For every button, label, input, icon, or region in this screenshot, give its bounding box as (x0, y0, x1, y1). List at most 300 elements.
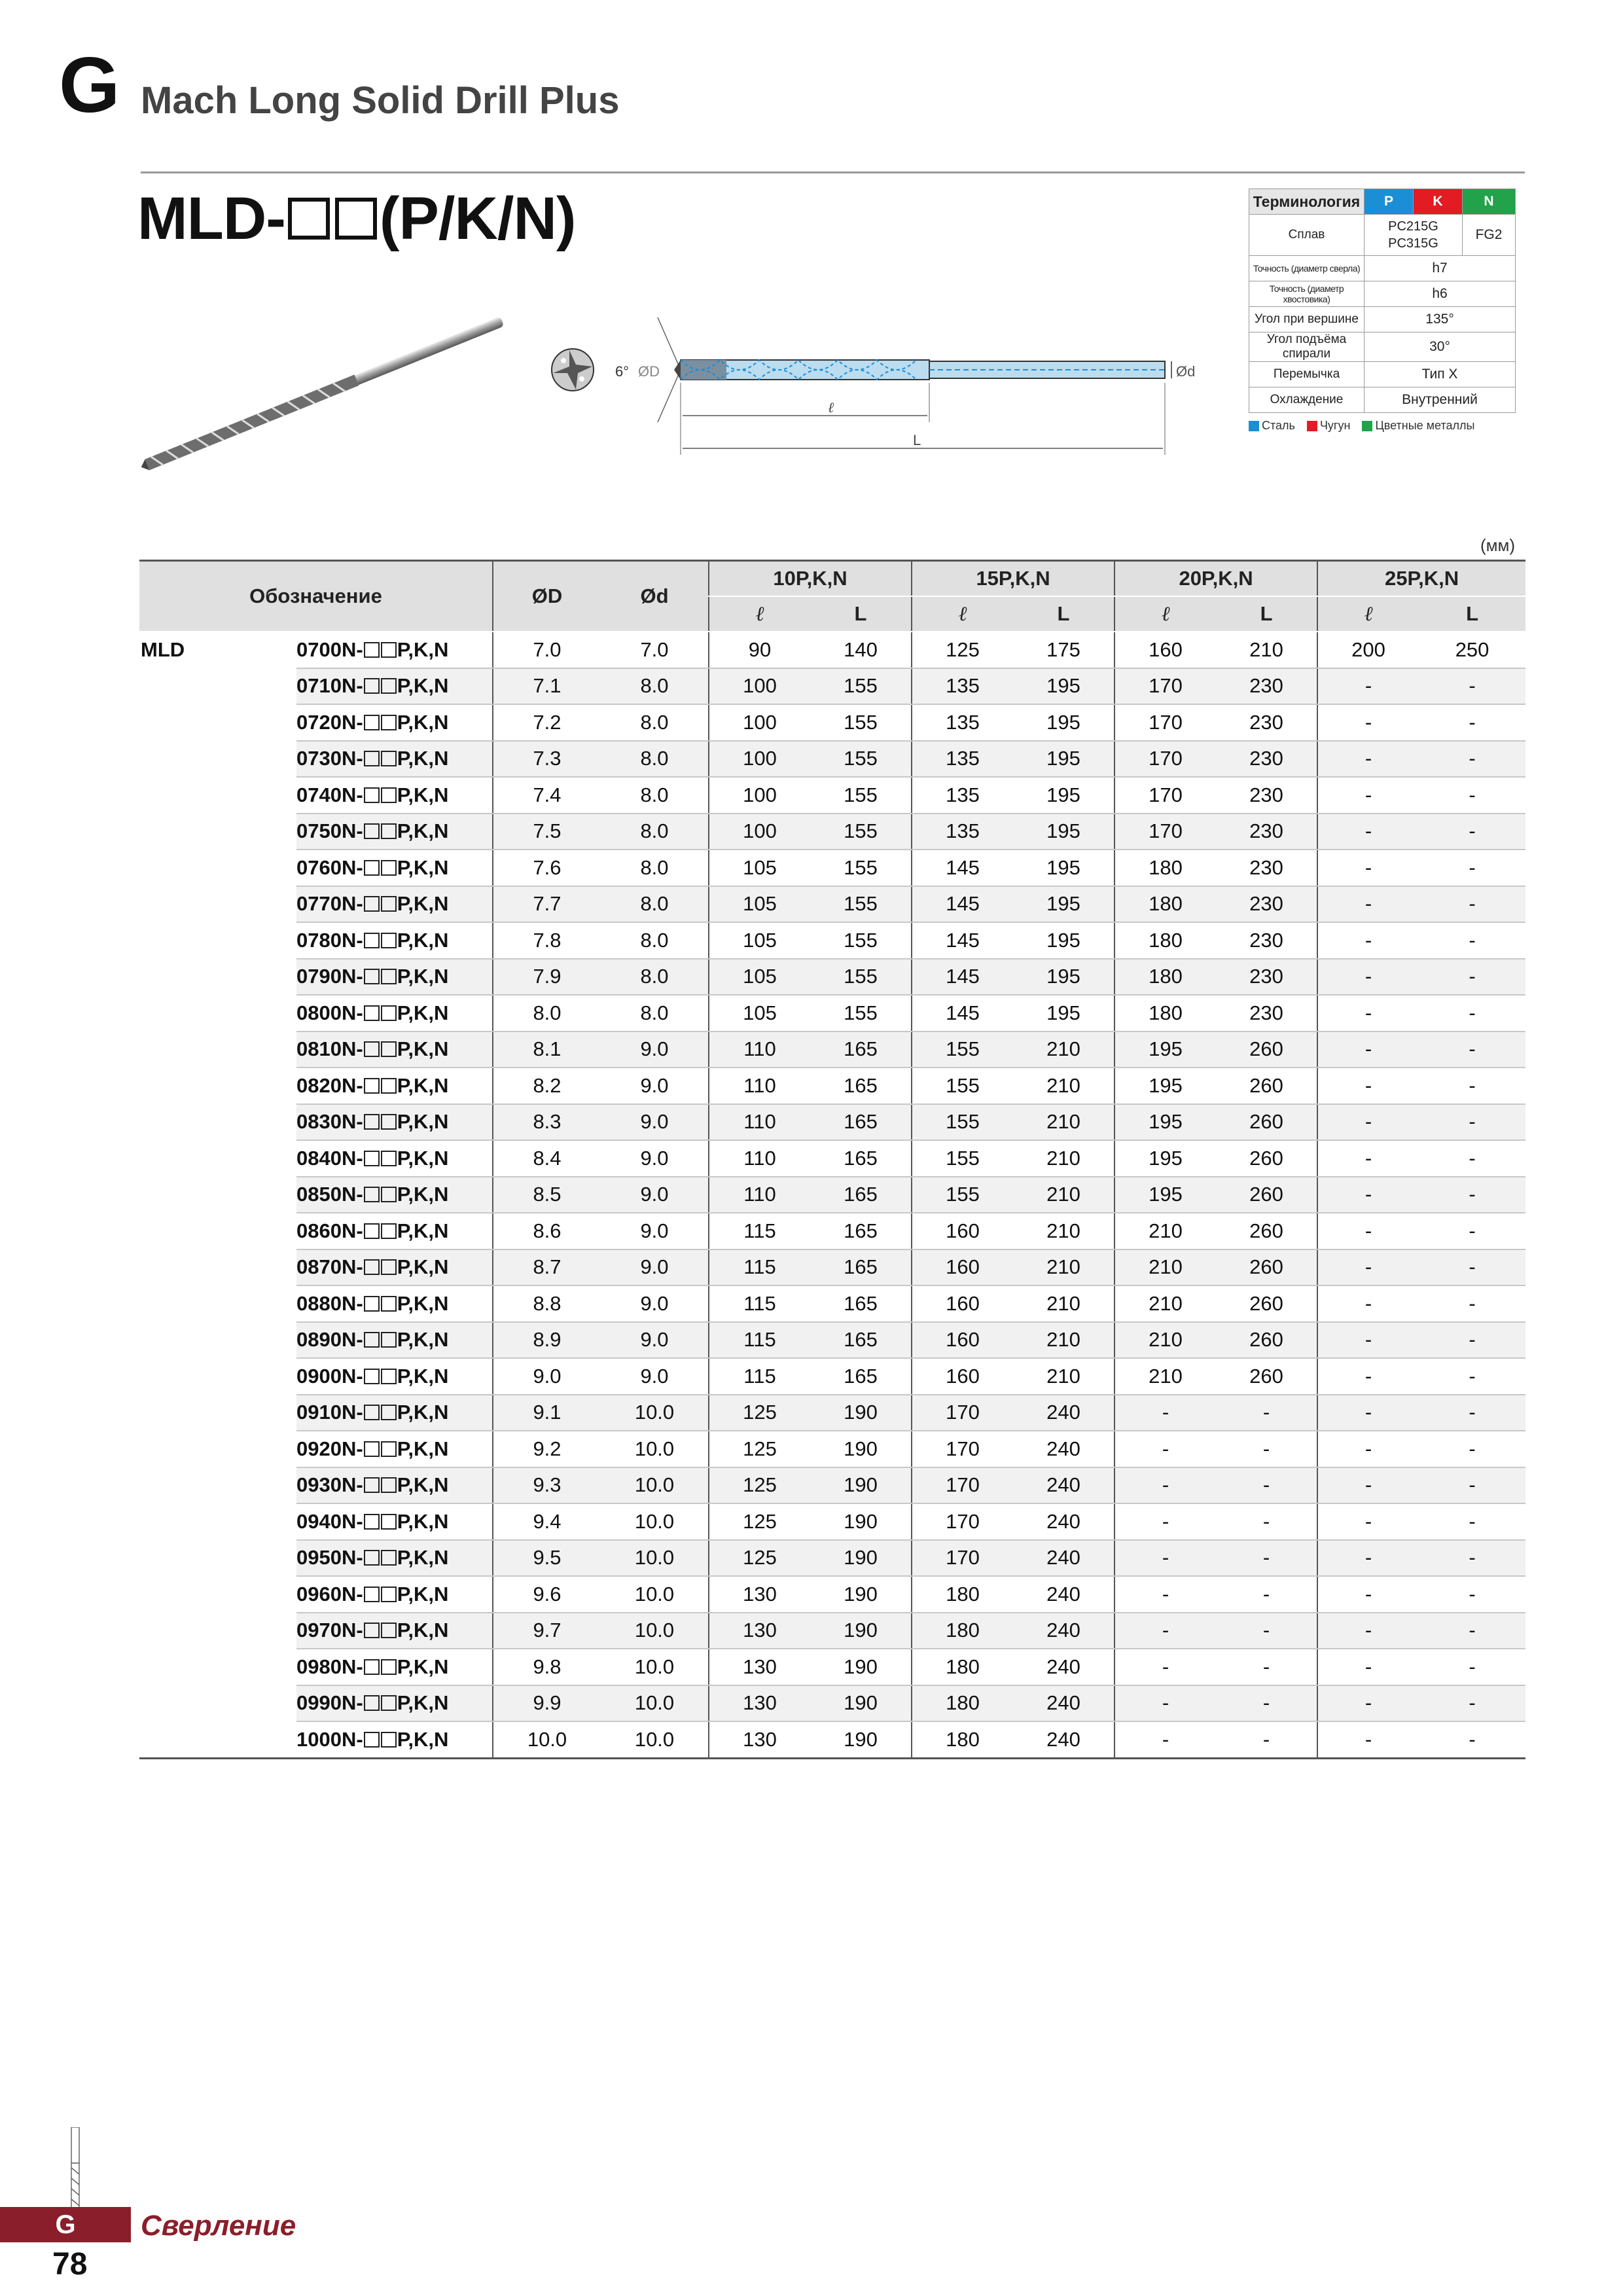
cell-length: 160 (912, 1358, 1013, 1395)
cell-length: 110 (709, 1104, 810, 1141)
cell-odd: 10.0 (601, 1540, 709, 1577)
cell-length: 170 (1115, 814, 1216, 850)
row-prefix (139, 1067, 296, 1104)
cell-length: 155 (810, 668, 912, 705)
col-group-15: 15P,K,N (912, 561, 1115, 597)
cell-odd: 10.0 (601, 1467, 709, 1504)
cell-length: - (1317, 1576, 1419, 1613)
row-prefix (139, 1613, 296, 1649)
col-group-20: 20P,K,N (1115, 561, 1317, 597)
table-row (139, 1685, 1525, 1722)
cell-length: 190 (810, 1467, 912, 1504)
cell-length: 230 (1216, 922, 1317, 959)
cell-length: - (1419, 668, 1525, 705)
cell-length: 175 (1013, 632, 1115, 668)
cell-length: 195 (1115, 1104, 1216, 1141)
table-row (139, 1285, 1525, 1322)
cell-length: 230 (1216, 668, 1317, 705)
cell-length: 210 (1115, 1285, 1216, 1322)
cell-length: 210 (1115, 1322, 1216, 1359)
cell-length: - (1317, 1467, 1419, 1504)
cell-length: - (1115, 1685, 1216, 1722)
cell-length: 200 (1317, 632, 1419, 668)
cell-length: - (1317, 1613, 1419, 1649)
term-label: Охлаждение (1249, 387, 1364, 413)
cell-length: 195 (1115, 1067, 1216, 1104)
cell-length: 130 (709, 1613, 810, 1649)
row-code: 0770N- P,K,N (296, 886, 493, 923)
cell-length: 210 (1115, 1249, 1216, 1286)
row-prefix (139, 1685, 296, 1722)
row-prefix (139, 741, 296, 778)
unit-label: (мм) (1480, 535, 1516, 555)
cell-length: 115 (709, 1358, 810, 1395)
table-row (139, 668, 1525, 705)
l-small-label: ℓ (828, 399, 834, 416)
row-code: 1000N- P,K,N (296, 1721, 493, 1758)
cell-odd: 9.0 (601, 1322, 709, 1359)
cell-length: 230 (1216, 995, 1317, 1031)
row-prefix (139, 1140, 296, 1177)
row-code: 0970N- P,K,N (296, 1613, 493, 1649)
cell-od: 7.6 (493, 850, 601, 886)
drill-icon (65, 2127, 85, 2212)
section-tab (0, 2207, 131, 2242)
col-group-10: 10P,K,N (709, 561, 912, 597)
col-l-big: L (1419, 596, 1525, 632)
cell-length: 145 (912, 850, 1013, 886)
section-letter: G (59, 41, 120, 129)
cell-length: - (1317, 922, 1419, 959)
cell-length: 230 (1216, 959, 1317, 996)
cell-odd: 10.0 (601, 1503, 709, 1540)
cell-length: 145 (912, 959, 1013, 996)
cell-length: 180 (912, 1685, 1013, 1722)
cell-od: 8.1 (493, 1031, 601, 1068)
cell-length: 180 (1115, 922, 1216, 959)
cell-length: 145 (912, 922, 1013, 959)
legend-item-n: Цветные металлы (1362, 419, 1474, 433)
cell-length: 135 (912, 814, 1013, 850)
cell-length: 165 (810, 1031, 912, 1068)
col-od: ØD (493, 561, 601, 632)
cell-length: 195 (1013, 886, 1115, 923)
row-code: 0910N- P,K,N (296, 1395, 493, 1431)
cell-length: 180 (1115, 850, 1216, 886)
placeholder-box (288, 198, 330, 240)
angle-label: 6° (615, 363, 630, 380)
cell-length: - (1115, 1503, 1216, 1540)
cell-length: - (1419, 1322, 1525, 1359)
cell-length: - (1115, 1721, 1216, 1758)
cell-length: 165 (810, 1104, 912, 1141)
cell-length: - (1317, 741, 1419, 778)
cell-length: - (1419, 1431, 1525, 1467)
cell-length: - (1317, 1177, 1419, 1213)
cell-od: 8.7 (493, 1249, 601, 1286)
od-label: ØD (638, 363, 660, 380)
row-code: 0950N- P,K,N (296, 1540, 493, 1577)
row-prefix (139, 704, 296, 741)
term-value: h7 (1364, 256, 1516, 281)
cell-length: 160 (912, 1213, 1013, 1249)
cell-length: - (1419, 1721, 1525, 1758)
cell-odd: 10.0 (601, 1431, 709, 1467)
table-row (139, 777, 1525, 814)
row-prefix (139, 1213, 296, 1249)
cell-odd: 8.0 (601, 668, 709, 705)
cell-length: - (1419, 850, 1525, 886)
cell-length: - (1115, 1613, 1216, 1649)
cell-length: 170 (912, 1431, 1013, 1467)
cell-length: - (1317, 1067, 1419, 1104)
cell-length: 195 (1013, 777, 1115, 814)
row-code: 0810N- P,K,N (296, 1031, 493, 1068)
cell-length: 240 (1013, 1467, 1115, 1504)
cell-length: - (1419, 1031, 1525, 1068)
cell-od: 9.7 (493, 1613, 601, 1649)
row-prefix (139, 886, 296, 923)
cell-length: - (1419, 704, 1525, 741)
cell-length: 100 (709, 777, 810, 814)
row-code: 0960N- P,K,N (296, 1576, 493, 1613)
cell-odd: 10.0 (601, 1649, 709, 1685)
cell-length: - (1317, 777, 1419, 814)
cell-length: 210 (1013, 1177, 1115, 1213)
cell-length: - (1317, 1395, 1419, 1431)
cell-length: 190 (810, 1540, 912, 1577)
cell-odd: 9.0 (601, 1213, 709, 1249)
cell-length: 180 (912, 1649, 1013, 1685)
cell-od: 8.8 (493, 1285, 601, 1322)
cell-length: - (1115, 1467, 1216, 1504)
term-label: Сплав (1249, 215, 1364, 256)
legend-item-k: Чугун (1307, 419, 1351, 433)
cell-length: 180 (912, 1721, 1013, 1758)
cell-length: - (1317, 814, 1419, 850)
cell-length: 240 (1013, 1431, 1115, 1467)
cell-length: 115 (709, 1322, 810, 1359)
row-prefix (139, 922, 296, 959)
cell-length: 110 (709, 1067, 810, 1104)
cell-length: 155 (810, 741, 912, 778)
row-prefix (139, 1322, 296, 1359)
cell-length: 100 (709, 741, 810, 778)
cell-length: 160 (912, 1285, 1013, 1322)
cell-odd: 9.0 (601, 1104, 709, 1141)
cell-length: - (1419, 995, 1525, 1031)
cell-od: 7.1 (493, 668, 601, 705)
cell-od: 8.4 (493, 1140, 601, 1177)
cell-length: 170 (1115, 741, 1216, 778)
cell-length: 160 (1115, 632, 1216, 668)
cell-odd: 10.0 (601, 1613, 709, 1649)
table-row (139, 1322, 1525, 1359)
cell-odd: 8.0 (601, 741, 709, 778)
cell-length: - (1419, 1358, 1525, 1395)
cell-odd: 8.0 (601, 704, 709, 741)
row-prefix (139, 1104, 296, 1141)
row-prefix (139, 1576, 296, 1613)
cell-od: 7.7 (493, 886, 601, 923)
row-prefix (139, 1177, 296, 1213)
row-code: 0850N- P,K,N (296, 1177, 493, 1213)
row-prefix (139, 814, 296, 850)
cell-length: 180 (1115, 886, 1216, 923)
cell-length: 190 (810, 1431, 912, 1467)
cell-length: 155 (912, 1140, 1013, 1177)
cell-length: - (1419, 1213, 1525, 1249)
cell-length: 110 (709, 1140, 810, 1177)
col-l-big: L (810, 596, 912, 632)
table-row (139, 1104, 1525, 1141)
table-row (139, 704, 1525, 741)
cell-od: 9.4 (493, 1503, 601, 1540)
cell-odd: 8.0 (601, 886, 709, 923)
cell-od: 9.5 (493, 1540, 601, 1577)
cell-length: 165 (810, 1140, 912, 1177)
cell-length: 155 (912, 1031, 1013, 1068)
cell-length: 210 (1115, 1358, 1216, 1395)
cell-length: 190 (810, 1503, 912, 1540)
cell-length: 110 (709, 1031, 810, 1068)
cell-length: 210 (1013, 1140, 1115, 1177)
cell-length: 195 (1115, 1140, 1216, 1177)
row-prefix (139, 1395, 296, 1431)
col-l-big: L (1013, 596, 1115, 632)
cell-length: - (1419, 1067, 1525, 1104)
cell-length: 210 (1013, 1322, 1115, 1359)
cell-od: 8.6 (493, 1213, 601, 1249)
cell-length: 140 (810, 632, 912, 668)
cell-length: 195 (1013, 922, 1115, 959)
cell-odd: 8.0 (601, 959, 709, 996)
cell-length: 160 (912, 1249, 1013, 1286)
cell-length: - (1317, 850, 1419, 886)
cell-length: 170 (1115, 704, 1216, 741)
cell-length: 180 (1115, 995, 1216, 1031)
term-value: h6 (1364, 281, 1516, 307)
cell-length: 155 (810, 886, 912, 923)
cell-length: - (1419, 741, 1525, 778)
cell-length: 180 (912, 1576, 1013, 1613)
cell-length: 165 (810, 1177, 912, 1213)
cell-length: 230 (1216, 814, 1317, 850)
cell-length: - (1317, 995, 1419, 1031)
cell-odd: 10.0 (601, 1395, 709, 1431)
cell-length: 170 (912, 1540, 1013, 1577)
terminology-header: Терминология (1249, 189, 1364, 215)
table-row (139, 959, 1525, 996)
cell-length: - (1317, 1721, 1419, 1758)
term-label: Точность (диаметр хвостовика) (1249, 281, 1364, 307)
cell-length: 165 (810, 1249, 912, 1286)
drill-photo (134, 298, 527, 481)
cell-length: 170 (912, 1503, 1013, 1540)
cell-odd: 9.0 (601, 1067, 709, 1104)
cell-length: 165 (810, 1067, 912, 1104)
cell-odd: 8.0 (601, 777, 709, 814)
cell-length: - (1115, 1395, 1216, 1431)
cell-length: - (1419, 1395, 1525, 1431)
cell-od: 7.9 (493, 959, 601, 996)
cell-length: 210 (1013, 1285, 1115, 1322)
table-row (139, 1467, 1525, 1504)
cell-length: 165 (810, 1322, 912, 1359)
term-label: Угол при вершине (1249, 307, 1364, 332)
row-prefix (139, 959, 296, 996)
row-code: 0880N- P,K,N (296, 1285, 493, 1322)
cell-length: - (1115, 1649, 1216, 1685)
cell-length: 125 (709, 1467, 810, 1504)
cell-od: 7.4 (493, 777, 601, 814)
row-code: 0800N- P,K,N (296, 995, 493, 1031)
cell-length: 115 (709, 1249, 810, 1286)
cell-od: 8.3 (493, 1104, 601, 1141)
cell-length: 240 (1013, 1503, 1115, 1540)
cell-length: 170 (1115, 777, 1216, 814)
cell-length: - (1317, 668, 1419, 705)
cell-length: 115 (709, 1213, 810, 1249)
cell-od: 9.8 (493, 1649, 601, 1685)
term-value: 135° (1364, 307, 1516, 332)
cell-length: 130 (709, 1649, 810, 1685)
cell-length: 155 (810, 850, 912, 886)
cell-odd: 8.0 (601, 850, 709, 886)
cell-length: - (1419, 1104, 1525, 1141)
table-row (139, 1649, 1525, 1685)
cell-length: 210 (1013, 1104, 1115, 1141)
row-code: 0790N- P,K,N (296, 959, 493, 996)
col-l-big: L (1216, 596, 1317, 632)
cell-length: - (1419, 1540, 1525, 1577)
row-code: 0930N- P,K,N (296, 1467, 493, 1504)
cell-length: - (1317, 1649, 1419, 1685)
cell-od: 7.8 (493, 922, 601, 959)
cell-length: - (1419, 814, 1525, 850)
cell-length: 260 (1216, 1249, 1317, 1286)
cell-length: 260 (1216, 1213, 1317, 1249)
cell-length: 230 (1216, 777, 1317, 814)
cell-length: 210 (1013, 1358, 1115, 1395)
cell-length: 195 (1115, 1177, 1216, 1213)
cell-length: 180 (1115, 959, 1216, 996)
table-row (139, 1613, 1525, 1649)
cell-length: 155 (810, 777, 912, 814)
header-divider (141, 171, 1525, 173)
row-code: 0730N- P,K,N (296, 741, 493, 778)
term-label: Перемычка (1249, 362, 1364, 387)
cell-od: 9.9 (493, 1685, 601, 1722)
row-prefix (139, 850, 296, 886)
row-code: 0920N- P,K,N (296, 1431, 493, 1467)
row-code: 0720N- P,K,N (296, 704, 493, 741)
drill-technical-drawing (540, 308, 1211, 465)
cell-od: 7.0 (493, 632, 601, 668)
cell-length: 135 (912, 704, 1013, 741)
cell-length: 105 (709, 850, 810, 886)
cell-odd: 8.0 (601, 995, 709, 1031)
row-code: 0940N- P,K,N (296, 1503, 493, 1540)
row-code: 0890N- P,K,N (296, 1322, 493, 1359)
row-code: 0830N- P,K,N (296, 1104, 493, 1141)
row-code: 0860N- P,K,N (296, 1213, 493, 1249)
cell-od: 9.3 (493, 1467, 601, 1504)
row-prefix (139, 995, 296, 1031)
row-code: 0750N- P,K,N (296, 814, 493, 850)
cell-length: 90 (709, 632, 810, 668)
material-legend (1249, 419, 1474, 433)
term-label: Точность (диаметр сверла) (1249, 256, 1364, 281)
cell-length: 195 (1013, 668, 1115, 705)
row-prefix (139, 1540, 296, 1577)
col-l-small: ℓ (1115, 596, 1216, 632)
row-prefix (139, 668, 296, 705)
table-row (139, 922, 1525, 959)
table-row (139, 1431, 1525, 1467)
cell-length: - (1317, 1322, 1419, 1359)
row-code: 0780N- P,K,N (296, 922, 493, 959)
cell-length: 260 (1216, 1104, 1317, 1141)
cell-length: 230 (1216, 704, 1317, 741)
page-number: 78 (52, 2247, 88, 2282)
cell-length: 155 (912, 1067, 1013, 1104)
cell-length: 135 (912, 777, 1013, 814)
cell-length: - (1317, 1104, 1419, 1141)
cell-length: 105 (709, 959, 810, 996)
cell-length: - (1115, 1431, 1216, 1467)
cell-length: - (1115, 1576, 1216, 1613)
row-code: 0990N- P,K,N (296, 1685, 493, 1722)
cell-length: 210 (1013, 1067, 1115, 1104)
cell-length: 125 (709, 1503, 810, 1540)
cell-length: 260 (1216, 1358, 1317, 1395)
cell-length: 130 (709, 1576, 810, 1613)
cell-od: 7.3 (493, 741, 601, 778)
row-prefix (139, 1503, 296, 1540)
table-row (139, 1249, 1525, 1286)
cell-length: - (1419, 1249, 1525, 1286)
cell-length: 210 (1013, 1249, 1115, 1286)
col-l-small: ℓ (1317, 596, 1419, 632)
table-row (139, 741, 1525, 778)
terminology-table (1249, 188, 1516, 413)
table-row (139, 1395, 1525, 1431)
row-code: 0870N- P,K,N (296, 1249, 493, 1286)
row-code: 0840N- P,K,N (296, 1140, 493, 1177)
placeholder-box (335, 198, 377, 240)
cell-length: - (1419, 1613, 1525, 1649)
cell-length: 240 (1013, 1395, 1115, 1431)
row-code: 0820N- P,K,N (296, 1067, 493, 1104)
cell-length: 165 (810, 1213, 912, 1249)
cell-length: 170 (912, 1467, 1013, 1504)
cell-length: 135 (912, 741, 1013, 778)
table-row (139, 632, 1525, 668)
cell-length: 195 (1115, 1031, 1216, 1068)
term-value: 30° (1364, 332, 1516, 362)
table-row (139, 1503, 1525, 1540)
cell-length: 155 (810, 922, 912, 959)
cell-length: 240 (1013, 1613, 1115, 1649)
footer-section-letter: G (55, 2210, 76, 2239)
cell-length: 260 (1216, 1067, 1317, 1104)
cell-length: - (1317, 1140, 1419, 1177)
table-row (139, 1177, 1525, 1213)
cell-length: - (1216, 1576, 1317, 1613)
cell-od: 8.2 (493, 1067, 601, 1104)
dimensions-table (139, 560, 1525, 1759)
